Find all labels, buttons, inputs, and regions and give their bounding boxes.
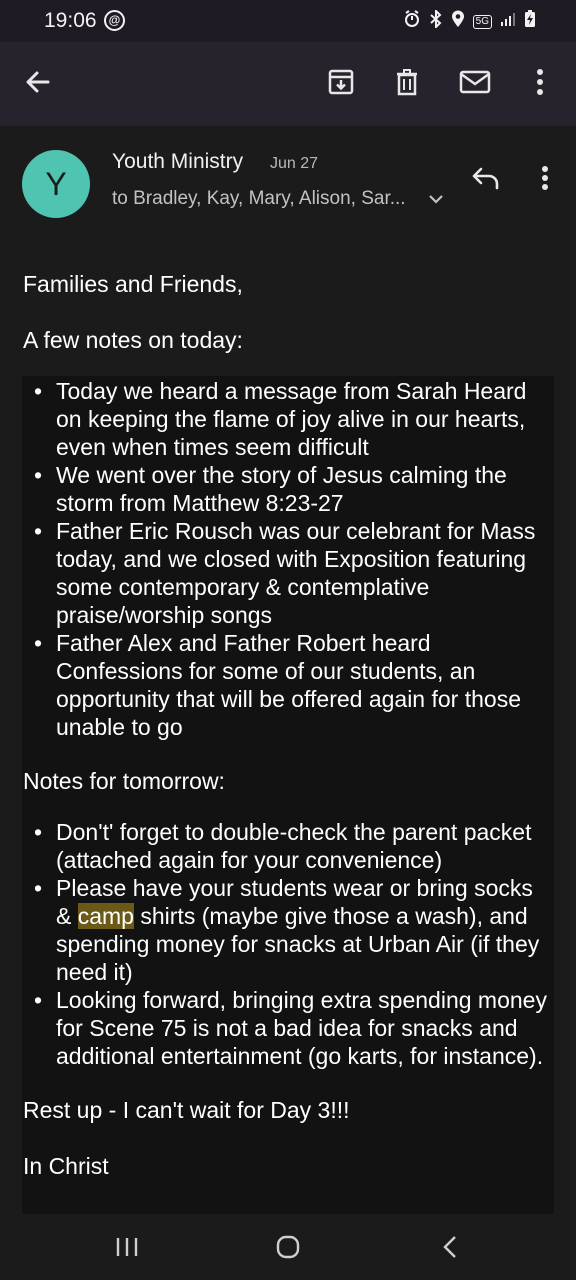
recents-icon[interactable] <box>114 1235 140 1264</box>
notes-block <box>22 376 554 1214</box>
tomorrow-heading: Notes for tomorrow: <box>23 768 225 794</box>
5g-icon: 5G <box>473 15 492 29</box>
chevron-down-icon[interactable] <box>428 192 444 210</box>
list-item: • Father Alex and Father Robert heard Confessions for some of our students, an opportunity that will be offered again for those unable to go <box>56 629 548 741</box>
list-item: • Father Eric Rousch was our celebrant for Mass today, and we closed with Exposition featuring some contemporary & contemplative praise/worship songs <box>56 517 548 629</box>
list-item: • We went over the story of Jesus calming the storm from Matthew 8:23-27 <box>56 461 548 517</box>
list-item: • Looking forward, bringing extra spending money for Scene 75 is not a bad idea for snacks and additional entertainment (go karts, for instance). <box>56 986 548 1070</box>
sender-name: Youth Ministry <box>112 150 244 173</box>
list-item: • Today we heard a message from Sarah Heard on keeping the flame of joy alive in our hearts, even when times seem difficult <box>56 377 548 461</box>
item-text: Please have your students wear or bring socks & <box>56 875 533 929</box>
intro: A few notes on today: <box>23 327 243 353</box>
delete-icon[interactable] <box>387 62 427 102</box>
archive-icon[interactable] <box>321 62 361 102</box>
battery-icon <box>524 10 536 34</box>
email-content <box>0 126 576 1214</box>
back-arrow-icon[interactable] <box>18 62 58 102</box>
avatar-letter: Y <box>45 165 67 202</box>
email-date: Jun 27 <box>270 155 319 172</box>
avatar[interactable] <box>22 150 90 218</box>
bluetooth-icon <box>429 10 443 34</box>
reply-icon[interactable] <box>466 160 506 196</box>
item-text: shirts (maybe give those a wash), and spending money for snacks at Urban Air (if they need it) <box>56 903 540 985</box>
message-more-icon[interactable] <box>530 160 560 196</box>
list-item <box>56 874 548 986</box>
signal-icon <box>500 11 516 33</box>
status-icons <box>403 10 536 34</box>
recipients[interactable]: to Bradley, Kay, Mary, Alison, Sar... <box>112 188 406 209</box>
system-nav-bar <box>0 1214 576 1280</box>
email-toolbar <box>0 42 576 126</box>
at-sign-icon: @ <box>104 10 125 31</box>
status-time: 19:06 <box>44 9 97 32</box>
list-item: • Don't' forget to double-check the parent packet (attached again for your convenience) <box>56 818 548 874</box>
mail-icon[interactable] <box>455 62 495 102</box>
alarm-icon <box>403 10 421 34</box>
home-icon[interactable] <box>275 1234 301 1265</box>
more-vert-icon[interactable] <box>520 62 560 102</box>
today-notes <box>22 377 554 741</box>
closing: Rest up - I can't wait for Day 3!!! <box>23 1097 350 1123</box>
location-icon <box>451 10 465 34</box>
back-icon[interactable] <box>440 1234 460 1265</box>
greeting: Families and Friends, <box>23 271 243 297</box>
search-highlight: camp <box>77 903 134 929</box>
tomorrow-notes <box>22 818 554 1070</box>
status-bar <box>0 0 576 42</box>
signoff: In Christ <box>23 1153 109 1179</box>
